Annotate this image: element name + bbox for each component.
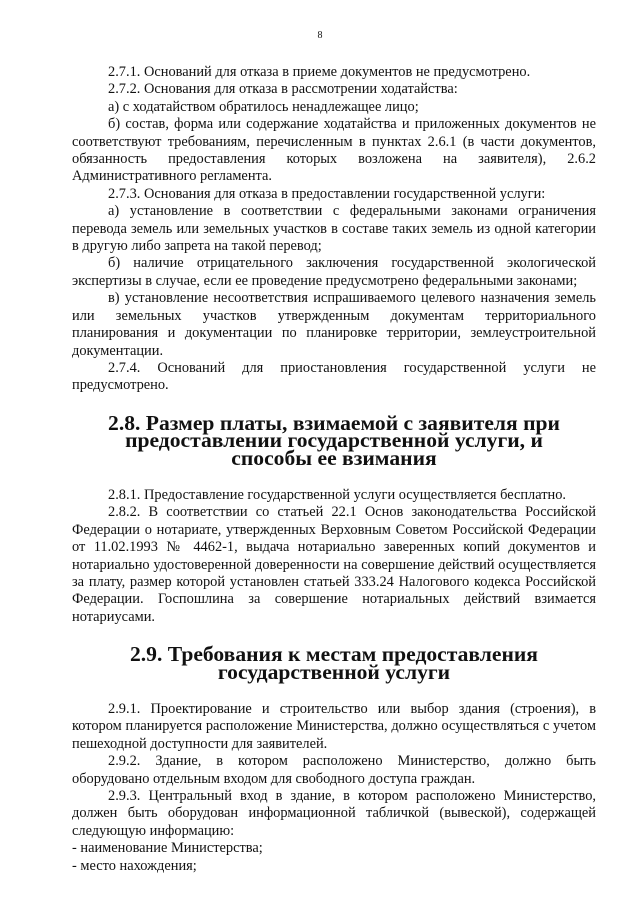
paragraph-2-7-2-b: б) состав, форма или содержание ходатайства и приложенных документов не соответствуют требованиям, перечисленным в пунктах 2.6.1 (в части документов, обязанность предоставления которых возложена на заявителя), 2.6.2 Административного регламента. [72,116,596,185]
paragraph-2-8-2: 2.8.2. В соответствии со статьей 22.1 Основ законодательства Российской Федерации о нотариате, утвержденных Верховным Советом Российской Федерации от 11.02.1993 № 4462-1, выдача нотариально заверенных копий документов и нотариально удостоверенной доверенности на совершение действий осуществляется за плату, размер которой установлен статьей 333.24 Налогового кодекса Российской Федерации. Госпошлина за совершение нотариальных действий взимается нотариусами. [72,504,596,625]
paragraph-2-7-3: 2.7.3. Основания для отказа в предоставлении государственной услуги: [108,185,546,202]
paragraph-2-9-3: 2.9.3. Центральный вход в здание, в котором расположено Министерство, должен быть оборудован информационной табличкой (вывеской), содержащей следующую информацию: [72,788,596,839]
paragraph-2-8-1: 2.8.1. Предоставление государственной услуги осуществляется бесплатно. [108,486,567,503]
page-number: 8 [317,30,323,41]
paragraph-2-7-1: 2.7.1. Оснований для отказа в приеме документов не предусмотрено. [108,64,531,80]
list-item-location: - место нахождения; [72,857,197,874]
paragraph-2-7-3-v: в) установление несоответствия испрашиваемого целевого назначения земель или земельных участков утвержденным документам территориального планирования и документации по планировке территории, землеустроительной документации. [72,290,596,359]
document-body [72,64,596,875]
paragraph-2-9-1: 2.9.1. Проектирование и строительство или выбор здания (строения), в котором планируется расположение Министерства, должно осуществляться с учетом пешеходной доступности для заявителей. [72,701,596,752]
section-heading-2-9: 2.9. Требования к местам предоставления государственной услуги [130,642,538,684]
list-item-ministry-name: - наименование Министерства; [72,840,263,857]
paragraph-2-7-4: 2.7.4. Оснований для приостановления государственной услуги не предусмотрено. [72,359,596,394]
paragraph-2-7-2: 2.7.2. Основания для отказа в рассмотрении ходатайства: [108,81,458,98]
paragraph-2-7-3-b: б) наличие отрицательного заключения государственной экологической экспертизы в случае, если ее проведение предусмотрено федеральными законами; [72,255,596,289]
section-heading-2-8: 2.8. Размер платы, взимаемой с заявителя при предоставлении государственной услуги, и способы ее взимания [108,410,560,470]
paragraph-2-7-3-a: а) установление в соответствии с федеральными законами ограничения перевода земель или земельных участков в составе таких земель из одной категории в другую либо запрета на такой перевод; [72,203,596,255]
paragraph-2-9-2: 2.9.2. Здание, в котором расположено Министерство, должно быть оборудовано отдельным входом для свободного доступа граждан. [72,753,596,787]
paragraph-2-7-2-a: а) с ходатайством обратилось ненадлежащее лицо; [108,98,419,115]
